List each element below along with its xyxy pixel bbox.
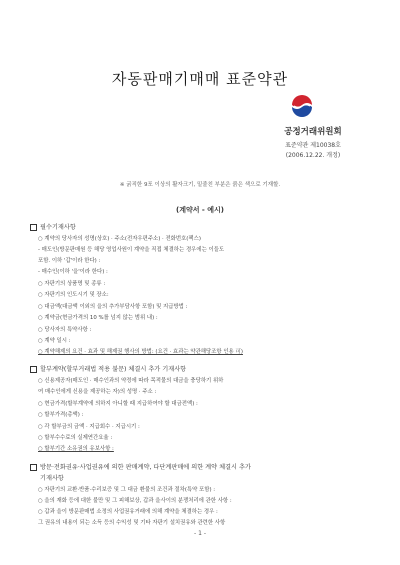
section-heading: 방문·전화권유·사업권유에 의한 판매계약, 다단계판매에 의한 계약 체결시 추가 (30, 462, 251, 471)
section-line: - 매수인(이하 '을'이라 한다) : (38, 269, 108, 275)
notice-text: ※ 굵직한 9포 이상의 활자크기, 밑줄친 부분은 붉은 색으로 기재할. (119, 182, 281, 188)
section-line: ○ 계약의 당사자의 성명(상호) · 주소(전자우편주소) · 전화번호(팩스) (38, 236, 201, 242)
section-line: ○ 계약 일시 : (38, 338, 71, 344)
section-line: ○ 각 할부금의 금액 · 지급회수 · 지급시기 : (38, 424, 140, 430)
checkbox-square-icon (30, 224, 37, 231)
section-line: ○ 당사자의 특약사항 : (38, 327, 92, 333)
section-heading: 할부계약(할부거래법 적용 불문) 체결시 추가 기재사항 (30, 364, 186, 373)
section-line: ○ 현금가격(할부계약에 의하지 아니할 때 지급하여야 할 대금전액) : (38, 401, 198, 407)
section-heading: 필수기재사항 (30, 222, 76, 231)
section-heading-continued: 기재사항 (40, 475, 64, 482)
page-number: - 1 - (194, 530, 206, 537)
section-line: ○ 할부가격(총액) : (38, 412, 84, 418)
standard-number: 표준약관 제10038호 (285, 142, 341, 149)
section-line: 그 권유의 내용이 되는 소득 등의 수익성 및 기타 자판기 설치권유와 관련한 사항 (38, 520, 226, 526)
section-line: 여 매수인에게 신용을 제공하는 자)의 성명 · 주소 : (38, 389, 157, 395)
section-line: ○ 갑과 을이 방문판매법 소정의 사업권유거래에 의해 계약을 체결하는 경우 : (38, 509, 218, 515)
revision-date: (2006.12.22. 개정) (285, 152, 341, 159)
agency-name: 공정거래위원회 (284, 127, 342, 137)
government-emblem-icon (289, 93, 315, 119)
section-line: - 매도인(방문판매원 등 해당 영업사원이 계약을 직접 체결하는 경우에는 이들도 (38, 247, 225, 253)
section-line: ○ 할부기간 소유권의 유보사항 : (38, 446, 114, 452)
section-line: ○ 할부수수료의 실제연간요율 : (38, 435, 113, 441)
document-title: 자동판매기매매 표준약관 (111, 70, 289, 88)
contract-type-label: (계약서 - 예시) (176, 206, 224, 214)
checkbox-square-icon (30, 464, 37, 471)
section-line: ○ 신용제공자(매도인 · 매수인과의 약정에 따라 목적물의 대금을 충당하기 위하 (38, 378, 224, 384)
section-line: ○ 계약금(현금가격의 10 %를 넘지 않는 범위 내) : (38, 315, 158, 321)
section-line: 포함. 이하 '갑'이라 한다) : (38, 258, 101, 264)
section-line: ○ 자판기의 교환·반품·수리보증 및 그 대금 환불의 조건과 절차(특약 포함) : (38, 487, 216, 493)
section-line: ○ 자판기의 인도시기 및 장소: (38, 292, 109, 298)
section-line: ○ 대금액(대금액 이외의 을의 추가부담사항 포함) 및 지급방법 : (38, 304, 188, 310)
checkbox-square-icon (30, 366, 37, 373)
section-line: ○ 계약해제의 요건 · 효과 및 해제권 행사의 방법: (요건 · 효과는 약관해당조항 인용 可) (38, 349, 243, 355)
section-line: ○ 을의 재화 등에 대한 불만 및 그 피해보상, 갑과 을사이의 분쟁처리에 관한 사항 : (38, 498, 232, 504)
section-line: ○ 자판기의 상품명 및 종류 : (38, 281, 106, 287)
